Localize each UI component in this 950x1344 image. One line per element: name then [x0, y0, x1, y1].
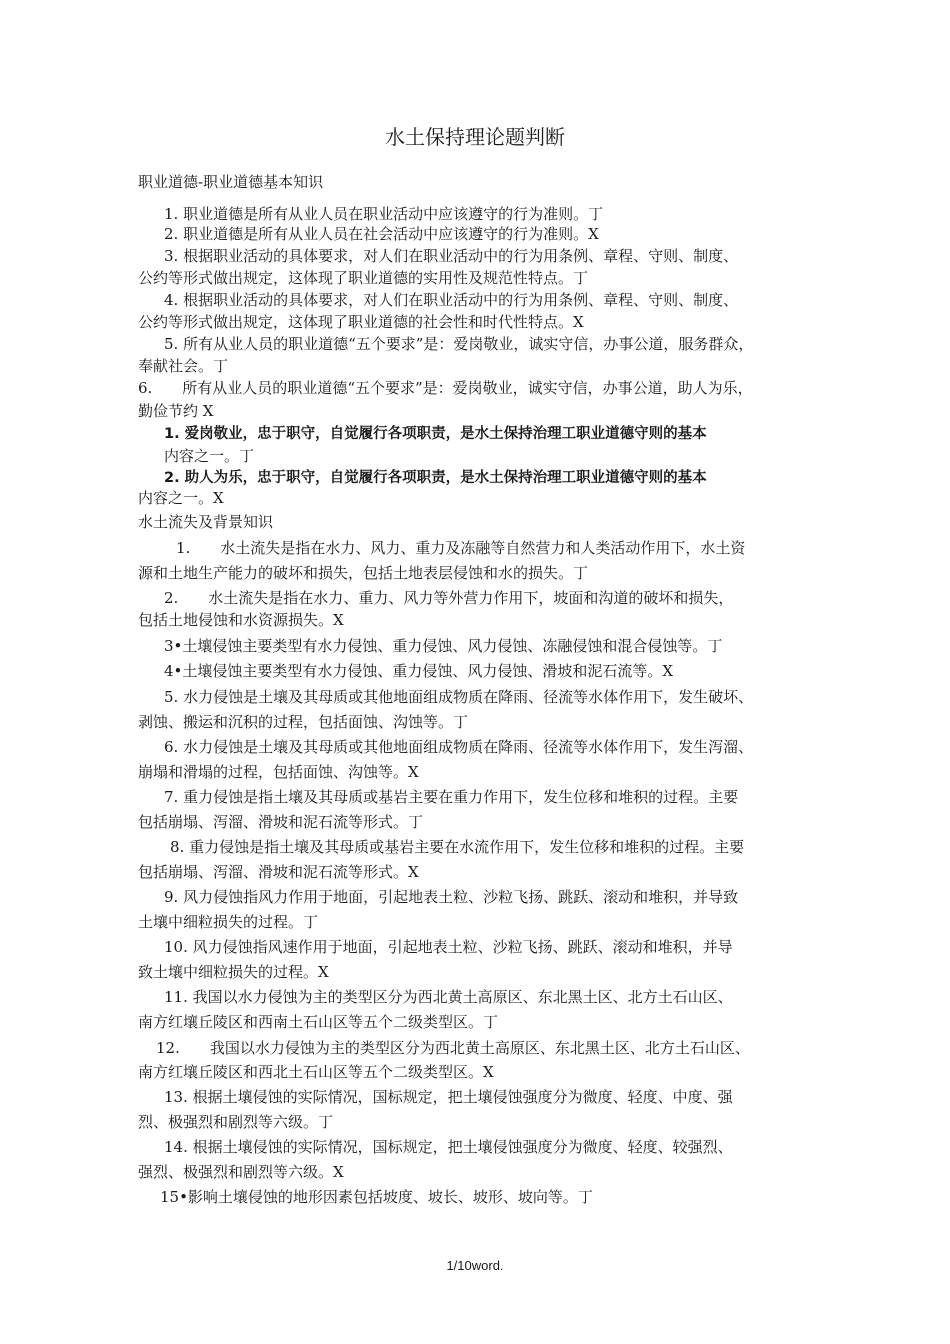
- item-ethics-2: 2. 职业道德是所有从业人员在社会活动中应该遵守的行为准则。X: [164, 225, 599, 243]
- item-erosion-6-line2: 崩塌和滑塌的过程，包括面蚀、沟蚀等。X: [138, 763, 419, 781]
- item-erosion-1-line1: 1. 水土流失是指在水力、风力、重力及冻融等自然营力和人类活动作用下，水土资: [176, 539, 746, 557]
- item-erosion-8-line2: 包括崩塌、泻溜、滑坡和泥石流等形式。X: [138, 863, 419, 881]
- page-title: 水土保持理论题判断: [385, 125, 565, 149]
- item-ethics-3-line1: 3. 根据职业活动的具体要求，对人们在职业活动中的行为用条例、章程、守则、制度、: [164, 247, 739, 265]
- item-erosion-1-line2: 源和土地生产能力的破坏和损失，包括土地表层侵蚀和水的损失。丁: [138, 564, 589, 582]
- item-erosion-5-line2: 剥蚀、搬运和沉积的过程，包括面蚀、沟蚀等。丁: [138, 713, 469, 731]
- item-erosion-10-line1: 10. 风力侵蚀指风速作用于地面，引起地表土粒、沙粒飞扬、跳跃、滚动和堆积，并导: [164, 938, 733, 956]
- item-ethics-5-line2: 奉献社会。丁: [138, 357, 229, 375]
- item-erosion-11-line2: 南方红壤丘陵区和西南土石山区等五个二级类型区。丁: [138, 1013, 499, 1031]
- item-erosion-9-line2: 土壤中细粒损失的过程。丁: [138, 913, 319, 931]
- item-ethics-4-line1: 4. 根据职业活动的具体要求，对人们在职业活动中的行为用条例、章程、守则、制度、: [164, 291, 739, 309]
- item-erosion-2-line1: 2. 水土流失是指在水力、重力、风力等外营力作用下，坡面和沟道的破坏和损失，: [164, 589, 734, 607]
- section-heading-erosion: 水土流失及背景知识: [138, 513, 274, 531]
- item-erosion-14-line1: 14. 根据土壤侵蚀的实际情况，国标规定，把土壤侵蚀强度分为微度、轻度、较强烈、: [164, 1138, 733, 1156]
- item-erosion-9-line1: 9. 风力侵蚀指风力作用于地面，引起地表土粒、沙粒飞扬、跳跃、滚动和堆积，并导致: [164, 888, 739, 906]
- item-erosion-15: 15•影响土壤侵蚀的地形因素包括坡度、坡长、坡形、坡向等。丁: [160, 1188, 593, 1206]
- item-erosion-7-line1: 7. 重力侵蚀是指土壤及其母质或基岩主要在重力作用下，发生位移和堆积的过程。主要: [164, 788, 739, 806]
- section-heading-ethics: 职业道德-职业道德基本知识: [138, 173, 324, 191]
- item-erosion-11-line1: 11. 我国以水力侵蚀为主的类型区分为西北黄土高原区、东北黑土区、北方土石山区、: [164, 988, 733, 1006]
- item-code-2-line1: 2. 助人为乐，忠于职守，自觉履行各项职责，是水土保持治理工职业道德守则的基本: [164, 470, 707, 486]
- item-erosion-12-line2: 南方红壤丘陵区和西北土石山区等五个二级类型区。X: [138, 1063, 494, 1081]
- item-erosion-10-line2: 致土壤中细粒损失的过程。X: [138, 963, 329, 981]
- item-ethics-6-line2: 勤俭节约 X: [138, 402, 214, 420]
- page-footer: 1/10word.: [446, 1258, 504, 1273]
- item-erosion-12-line1: 12. 我国以水力侵蚀为主的类型区分为西北黄土高原区、东北黑土区、北方土石山区、: [156, 1039, 750, 1057]
- item-code-2-line2: 内容之一。X: [138, 489, 224, 507]
- item-erosion-14-line2: 强烈、极强烈和剧烈等六级。X: [138, 1163, 344, 1181]
- item-erosion-7-line2: 包括崩塌、泻溜、滑坡和泥石流等形式。丁: [138, 813, 424, 831]
- item-ethics-1: 1. 职业道德是所有从业人员在职业活动中应该遵守的行为准则。丁: [164, 205, 604, 223]
- item-ethics-5-line1: 5. 所有从业人员的职业道德“五个要求”是：爱岗敬业，诚实守信，办事公道，服务群众，: [164, 335, 754, 353]
- item-erosion-4: 4•土壤侵蚀主要类型有水力侵蚀、重力侵蚀、风力侵蚀、滑坡和泥石流等。X: [164, 662, 674, 680]
- item-erosion-13-line1: 13. 根据土壤侵蚀的实际情况，国标规定，把土壤侵蚀强度分为微度、轻度、中度、强: [164, 1088, 733, 1106]
- item-erosion-6-line1: 6. 水力侵蚀是土壤及其母质或其他地面组成物质在降雨、径流等水体作用下，发生泻溜、: [164, 738, 754, 756]
- item-code-1-line2: 内容之一。丁: [164, 447, 255, 465]
- item-erosion-13-line2: 烈、极强烈和剧烈等六级。丁: [138, 1113, 334, 1131]
- item-erosion-5-line1: 5. 水力侵蚀是土壤及其母质或其他地面组成物质在降雨、径流等水体作用下，发生破坏、: [164, 688, 754, 706]
- item-ethics-6-line1: 6. 所有从业人员的职业道德“五个要求”是：爱岗敬业，诚实守信，办事公道，助人为乐，: [138, 379, 753, 397]
- item-ethics-4-line2: 公约等形式做出规定，这体现了职业道德的社会性和时代性特点。X: [138, 313, 584, 331]
- item-code-1-line1: 1. 爱岗敬业，忠于职守，自觉履行各项职责，是水土保持治理工职业道德守则的基本: [164, 426, 707, 442]
- item-erosion-3: 3•土壤侵蚀主要类型有水力侵蚀、重力侵蚀、风力侵蚀、冻融侵蚀和混合侵蚀等。丁: [164, 637, 723, 655]
- item-erosion-8-line1: 8. 重力侵蚀是指土壤及其母质或基岩主要在水流作用下，发生位移和堆积的过程。主要: [170, 838, 745, 856]
- item-erosion-2-line2: 包括土地侵蚀和水资源损失。X: [138, 611, 344, 629]
- item-ethics-3-line2: 公约等形式做出规定，这体现了职业道德的实用性及规范性特点。丁: [138, 269, 589, 287]
